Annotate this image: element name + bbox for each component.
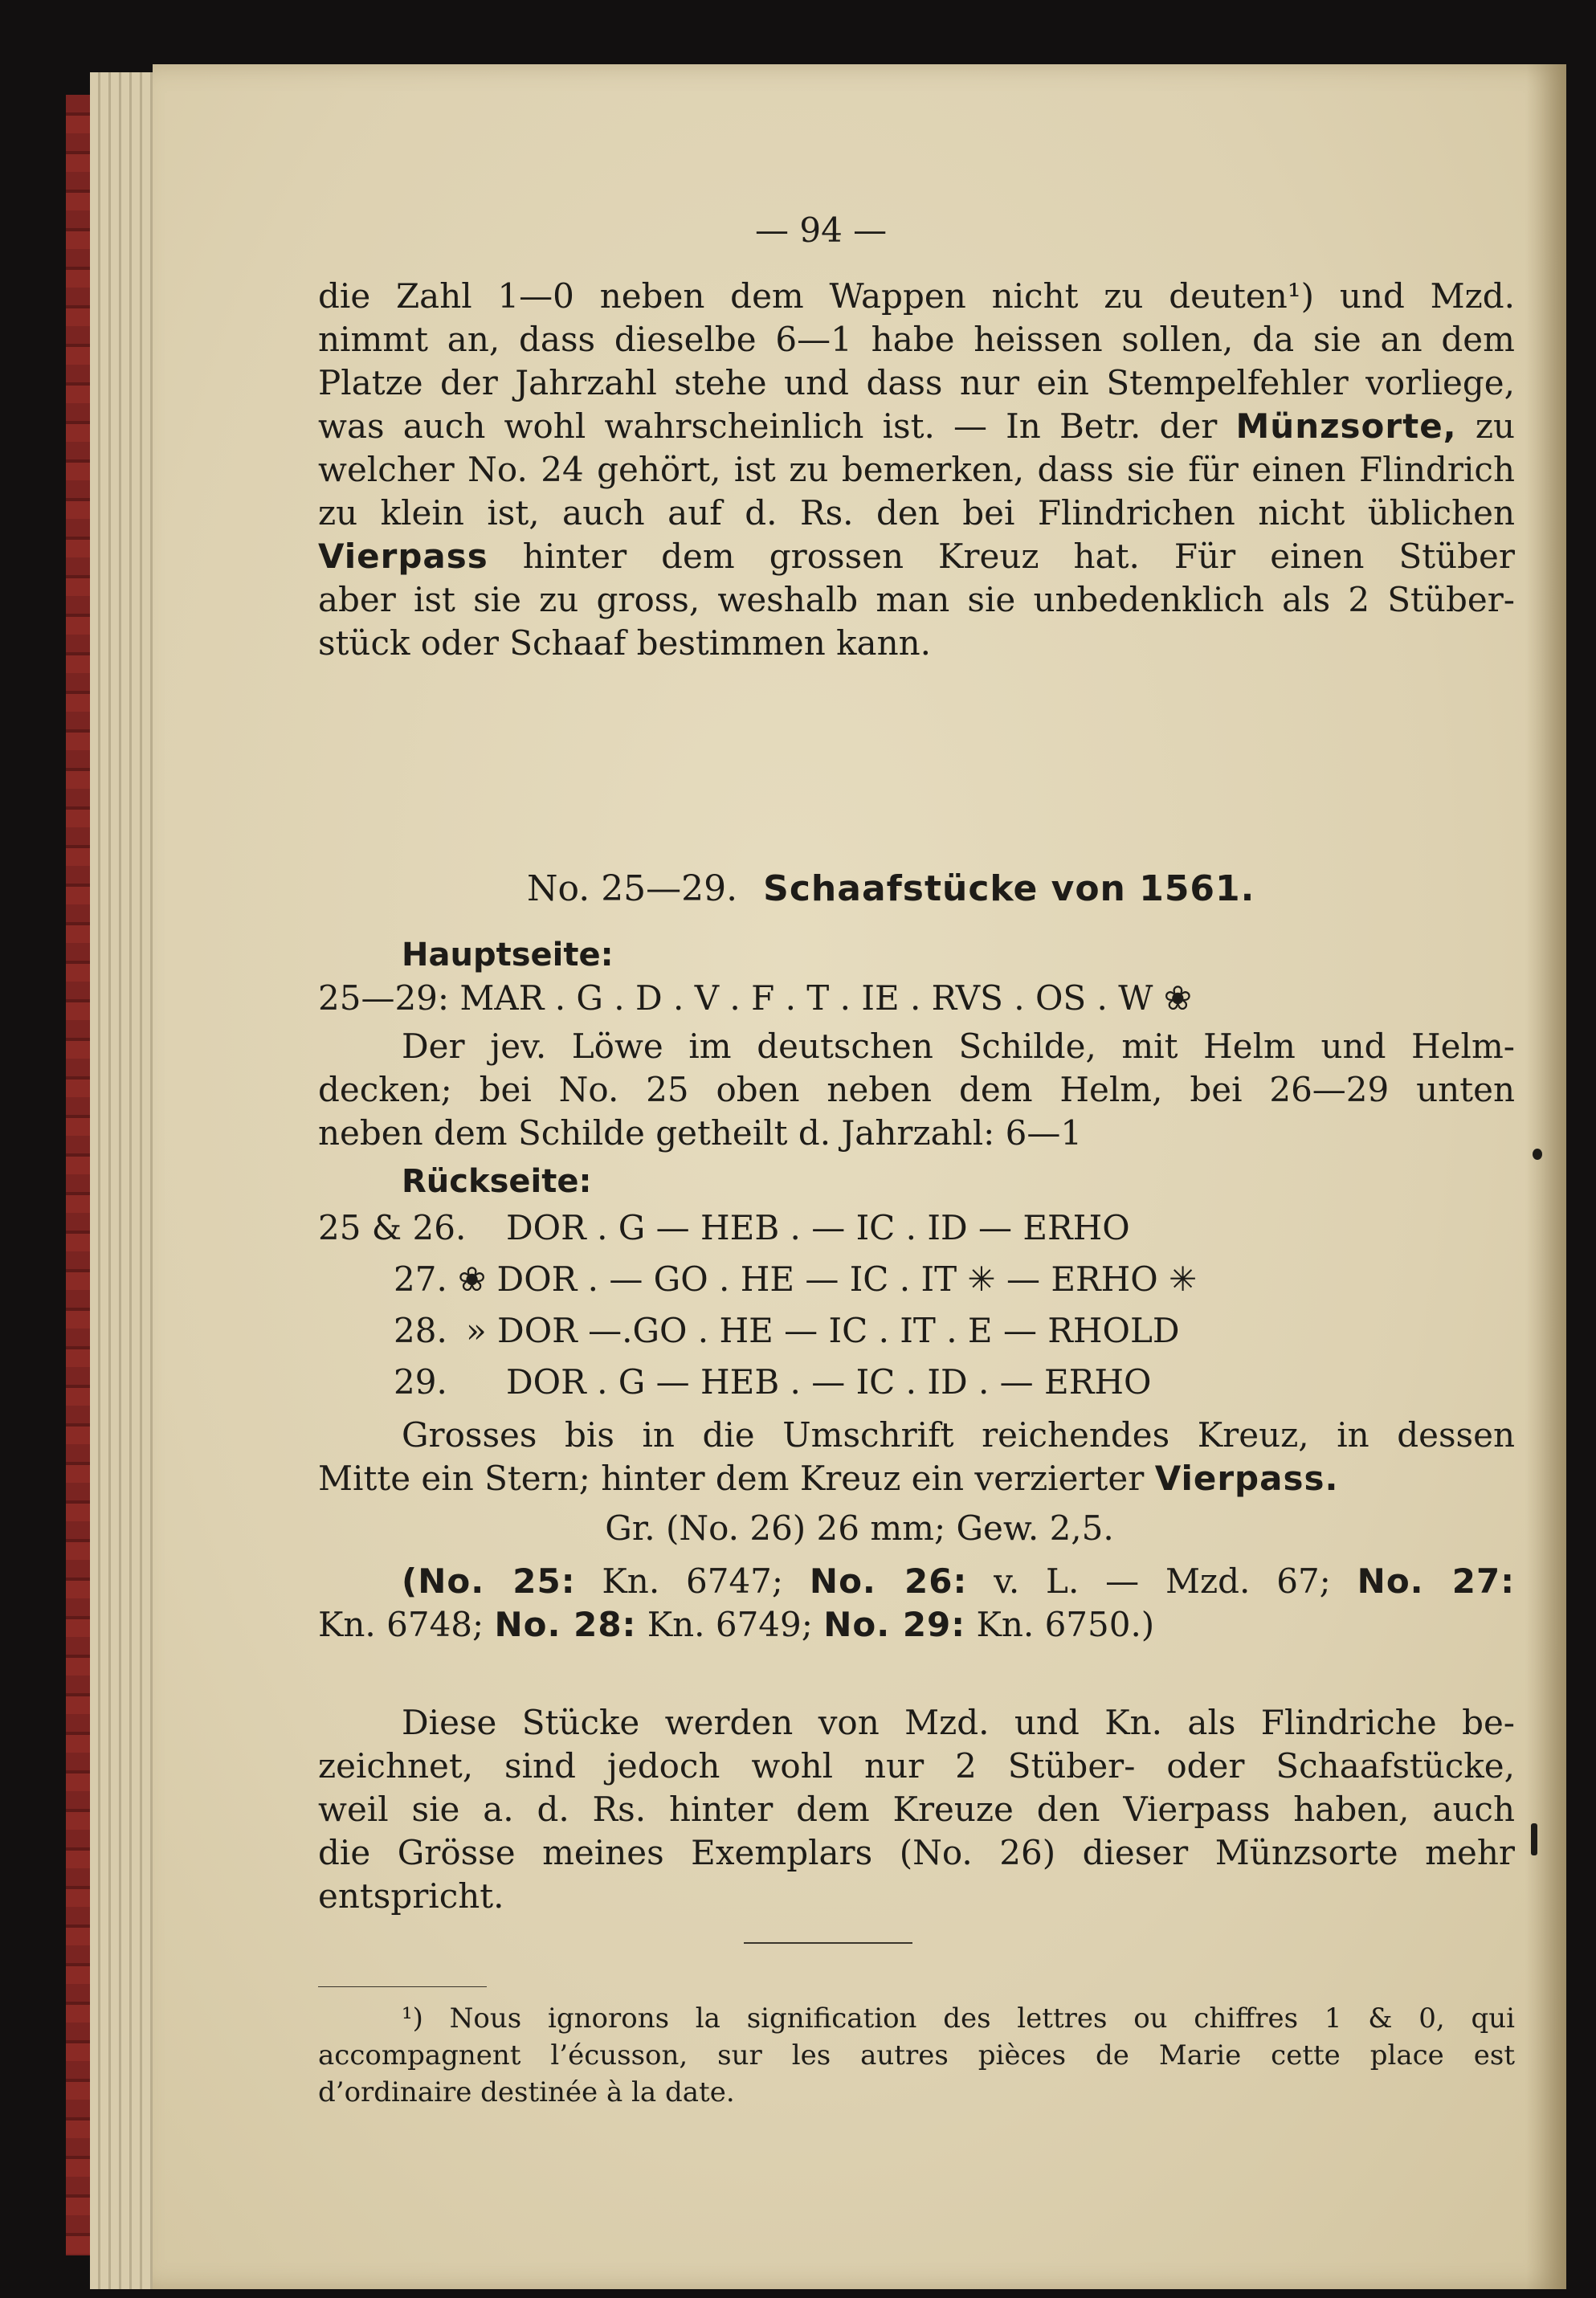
bold-term: Münzsorte,	[1235, 406, 1457, 446]
page-clip-mark	[1531, 1823, 1537, 1855]
paragraph-line	[318, 1457, 1515, 1500]
reference-text: Kn. 6748;	[318, 1605, 484, 1644]
section-divider	[744, 1942, 912, 1944]
paragraph-line: die Grösse meines Exemplars (No. 26) dieser Münzsorte mehr	[318, 1833, 1515, 1872]
reverse-row-num: 27.	[394, 1259, 447, 1299]
footnote-line: d’ordinaire destinée à la date.	[318, 2076, 735, 2108]
book-page	[153, 64, 1566, 2289]
paragraph-line: Der jev. Löwe im deutschen Schilde, mit Helm und Helm-	[402, 1027, 1515, 1066]
text-run: zu	[1475, 406, 1515, 446]
text-run: hinter dem grossen Kreuz hat. Für einen Stüber	[522, 537, 1515, 576]
paragraph-line: zeichnet, sind jedoch wohl nur 2 Stüber- oder Schaafstücke,	[318, 1746, 1515, 1786]
text-run: Mitte ein Stern; hinter dem Kreuz ein verzierter	[318, 1459, 1145, 1498]
reference-text: Kn. 6749;	[647, 1605, 813, 1644]
reference-text: v. L. — Mzd. 67;	[994, 1561, 1331, 1601]
paragraph-line	[318, 405, 1515, 448]
footnote-line: ¹) Nous ignorons la signification des lettres ou chiffres 1 & 0, qui	[402, 2002, 1515, 2035]
reference-number: No. 27:	[1357, 1561, 1515, 1601]
footnote-line: accompagnent l’écusson, sur les autres pièces de Marie cette place est	[318, 2039, 1515, 2071]
page-number: — 94 —	[755, 210, 888, 250]
reverse-row-num: 28.	[394, 1311, 447, 1350]
bold-term: Vierpass	[318, 537, 488, 576]
footnote-divider	[318, 1986, 487, 1987]
reverse-row-legend: DOR . G — HEB . — IC . ID . — ERHO	[506, 1362, 1152, 1402]
page-stack-edge	[90, 72, 162, 2289]
reverse-row-num: 25 & 26.	[318, 1208, 467, 1247]
reverse-row-legend: ❀ DOR . — GO . HE — IC . IT ✳ — ERHO ✳	[458, 1259, 1198, 1299]
text-run: was auch wohl wahrscheinlich ist. — In Betr. der	[318, 406, 1218, 446]
paragraph-line: aber ist sie zu gross, weshalb man sie unbedenklich als 2 Stüber-	[318, 580, 1515, 619]
obverse-description	[318, 1025, 1515, 1155]
paragraph-line: stück oder Schaaf bestimmen kann.	[318, 623, 932, 663]
paragraph-line: nimmt an, dass dieselbe 6—1 habe heissen sollen, da sie an dem	[318, 320, 1515, 359]
reference-number: No. 26:	[809, 1561, 968, 1601]
paragraph-line: decken; bei No. 25 oben neben dem Helm, bei 26—29 unten	[318, 1070, 1515, 1109]
paragraph-line: neben dem Schilde getheilt d. Jahrzahl: 6—1	[318, 1113, 1083, 1153]
ink-spot	[1533, 1149, 1542, 1160]
obverse-label: Hauptseite:	[402, 937, 614, 973]
obverse-legend: 25—29: MAR . G . D . V . F . T . IE . RVS . OS . W ❀	[318, 978, 1192, 1018]
paragraph-line: zu klein ist, auch auf d. Rs. den bei Flindrichen nicht üblichen	[318, 493, 1515, 533]
paragraph-1	[318, 275, 1515, 665]
reference-number: No. 29:	[823, 1605, 966, 1644]
paragraph-2	[318, 1701, 1515, 1918]
reference-text: Kn. 6747;	[602, 1561, 784, 1601]
paragraph-line: entspricht.	[318, 1876, 504, 1916]
reference-line	[318, 1603, 1515, 1647]
paragraph-line: Grosses bis in die Umschrift reichendes Kreuz, in dessen	[402, 1415, 1515, 1455]
paragraph-line	[318, 535, 1515, 578]
reverse-description	[318, 1414, 1515, 1500]
paragraph-line: die Zahl 1—0 neben dem Wappen nicht zu deuten¹) und Mzd.	[318, 276, 1515, 316]
paragraph-line: Diese Stücke werden von Mzd. und Kn. als Flindriche be-	[402, 1703, 1515, 1742]
references	[318, 1560, 1515, 1647]
measurement-line: Gr. (No. 26) 26 mm; Gew. 2,5.	[605, 1508, 1114, 1548]
paragraph-line: welcher No. 24 gehört, ist zu bemerken, dass sie für einen Flindrich	[318, 450, 1515, 489]
page-gutter-shadow	[1526, 64, 1566, 2289]
heading-title: Schaafstücke von 1561.	[763, 868, 1255, 909]
reverse-row-legend: DOR . G — HEB . — IC . ID — ERHO	[506, 1208, 1130, 1247]
reverse-label: Rückseite:	[402, 1163, 592, 1200]
reference-number: (No. 25:	[402, 1561, 576, 1601]
section-heading	[527, 867, 1255, 911]
reference-line	[318, 1560, 1515, 1603]
paragraph-line: weil sie a. d. Rs. hinter dem Kreuze den Vierpass haben, auch	[318, 1790, 1515, 1829]
heading-number: No. 25—29.	[527, 868, 738, 909]
reference-text: Kn. 6750.)	[976, 1605, 1155, 1644]
footnote	[318, 2000, 1515, 2111]
reverse-row-legend: » DOR —.GO . HE — IC . IT . E — RHOLD	[466, 1311, 1180, 1350]
paragraph-line: Platze der Jahrzahl stehe und dass nur ein Stempelfehler vorliege,	[318, 363, 1515, 402]
reference-number: No. 28:	[494, 1605, 637, 1644]
bold-term: Vierpass.	[1154, 1459, 1339, 1498]
reverse-row-num: 29.	[394, 1362, 447, 1402]
